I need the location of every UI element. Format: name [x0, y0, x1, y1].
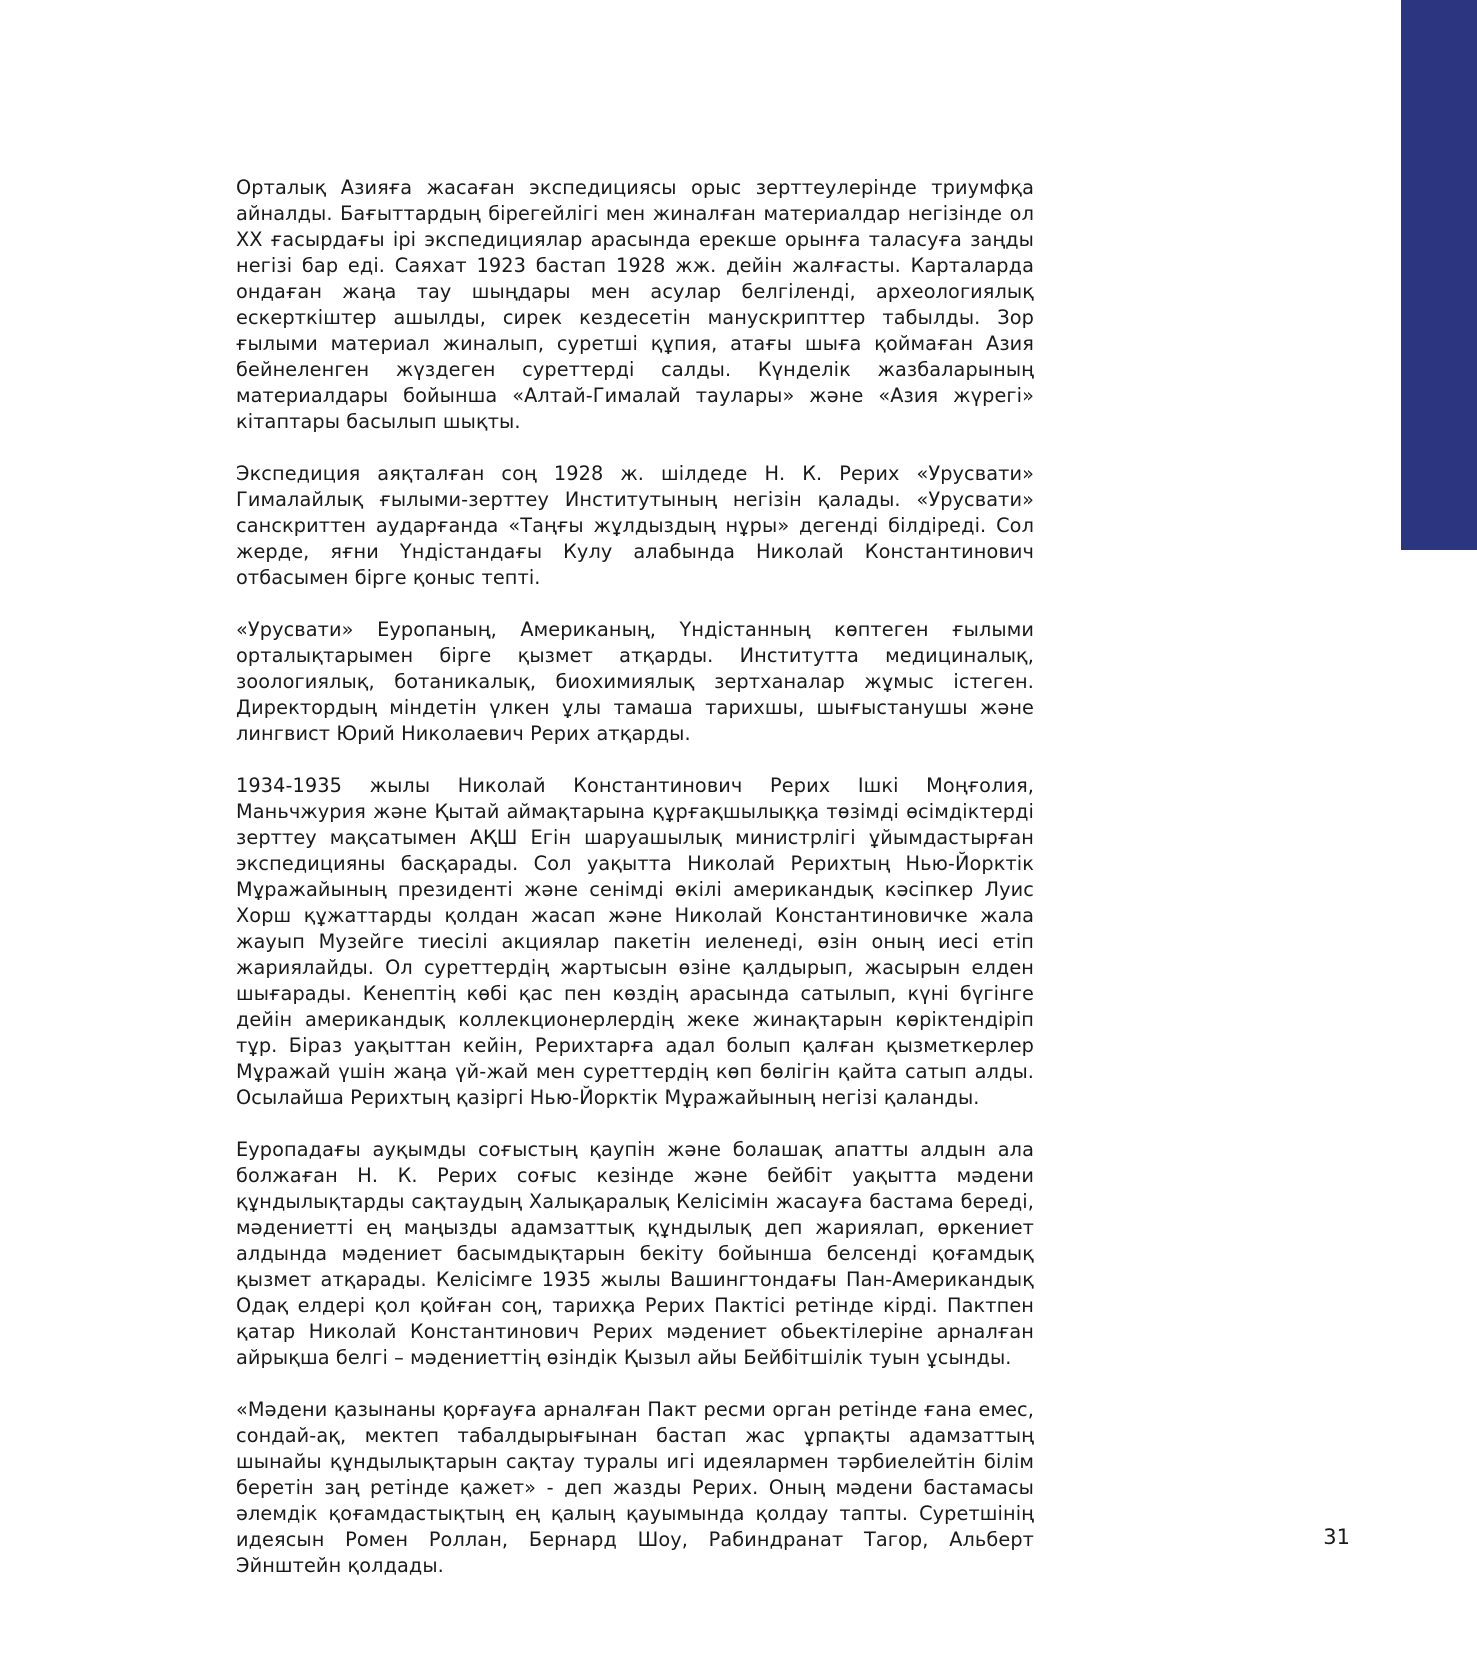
paragraph-4: 1934-1935 жылы Николай Константинович Рерих Ішкі Моңғолия, Маньчжурия және Қытай аймақтарына құрғақшылыққа төзімді өсімдіктерді зерттеу мақсатымен АҚШ Егін шаруашылық министрлігі ұйымдастырған экспедицияны басқарады. Сол уақытта Николай Рерихтың Нью-Йорктік Мұражайының президенті және сенімді өкілі американдық кәсіпкер Луис Хорш құжаттарды қолдан жасап және Николай Константиновичке жала жауып Музейге тиесілі акциялар пакетін иеленеді, өзін оның иесі етіп жариялайды. Ол суреттердің жартысын өзіне қалдырып, жасырын елден шығарады. Кенептің көбі қас пен көздің арасында сатылып, күні бүгінге дейін американдық коллекционерлердің жеке жинақтарын көріктендіріп тұр. Біраз уақыттан кейін, Рерихтарға адал болып қалған қызметкерлер Мұражай үшін жаңа үй-жай мен суреттердің көп бөлігін қайта сатып алды. Осылайша Рерихтың қазіргі Нью-Йорктік Мұражайының негізі қаланды. [236, 774, 1034, 1109]
paragraph-1: Орталық Азияға жасаған экспедициясы орыс зерттеулерінде триумфқа айналды. Бағыттардың бірегейлігі мен жиналған материалдар негізінде ол ХХ ғасырдағы ірі экспедициялар арасында ерекше орынға таласуға заңды негізі бар еді. Саяхат 1923 бастап 1928 жж. дейін жалғасты. Карталарда ондаған жаңа тау шыңдары мен асулар белгіленді, археологиялық ескерткіштер ашылды, сирек кездесетін манускрипттер табылды. Зор ғылыми материал жиналып, суретші құпия, атағы шыға қоймаған Азия бейнеленген жүздеген суреттерді салды. Күнделік жазбаларының материалдары бойынша «Алтай-Гималай таулары» және «Азия жүрегі» кітаптары басылып шықты. [236, 176, 1034, 433]
paragraph-6: «Мәдени қазынаны қорғауға арналған Пакт ресми орган ретінде ғана емес, сондай-ақ, мектеп табалдырығынан бастап жас ұрпақты адамзаттың шынайы құндылықтарын сақтау туралы игі идеялармен тәрбиелейтін білім беретін заң ретінде қажет» - деп жазды Рерих. Оның мәдени бастамасы әлемдік қоғамдастықтың ең қалың қауымында қолдау тапты. Суретшінің идеясын Ромен Роллан, Бернард Шоу, Рабиндранат Тагор, Альберт Эйнштейн қолдады. [236, 1398, 1034, 1577]
paragraph-2: Экспедиция аяқталған соң 1928 ж. шілдеде Н. К. Рерих «Урусвати» Гималайлық ғылыми-зерттеу Институтының негізін қалады. «Урусвати» санскриттен аударғанда «Таңғы жұлдыздың нұры» дегенді білдіреді. Сол жерде, яғни Үндістандағы Кулу алабында Николай Константинович отбасымен бірге қоныс тепті. [236, 462, 1034, 589]
section-color-tab [1401, 0, 1477, 550]
page-number: 31 [1323, 1525, 1350, 1549]
paragraph-5: Еуропадағы ауқымды соғыстың қаупін және болашақ апатты алдын ала болжаған Н. К. Рерих соғыс кезінде және бейбіт уақытта мәдени құндылықтарды сақтаудың Халықаралық Келісімін жасауға бастама береді, мәдениетті ең маңызды адамзаттық құндылық деп жариялап, өркениет алдында мәдениет басымдықтарын бекіту бойынша белсенді қоғамдық қызмет атқарады. Келісімге 1935 жылы Вашингтондағы Пан-Американдық Одақ елдері қол қойған соң, тарихқа Рерих Пактісі ретінде кірді. Пактпен қатар Николай Константинович Рерих мәдениет обьектілеріне арналған айрықша белгі – мәдениеттің өзіндік Қызыл айы Бейбітшілік туын ұсынды. [236, 1138, 1034, 1369]
paragraph-3: «Урусвати» Еуропаның, Американың, Үндістанның көптеген ғылыми орталықтарымен бірге қызмет атқарды. Институтта медициналық, зоологиялық, ботаникалық, биохимиялық зертханалар жұмыс істеген. Директордың міндетін үлкен ұлы тамаша тарихшы, шығыстанушы және лингвист Юрий Николаевич Рерих атқарды. [236, 618, 1034, 745]
article-body [236, 175, 1034, 1605]
